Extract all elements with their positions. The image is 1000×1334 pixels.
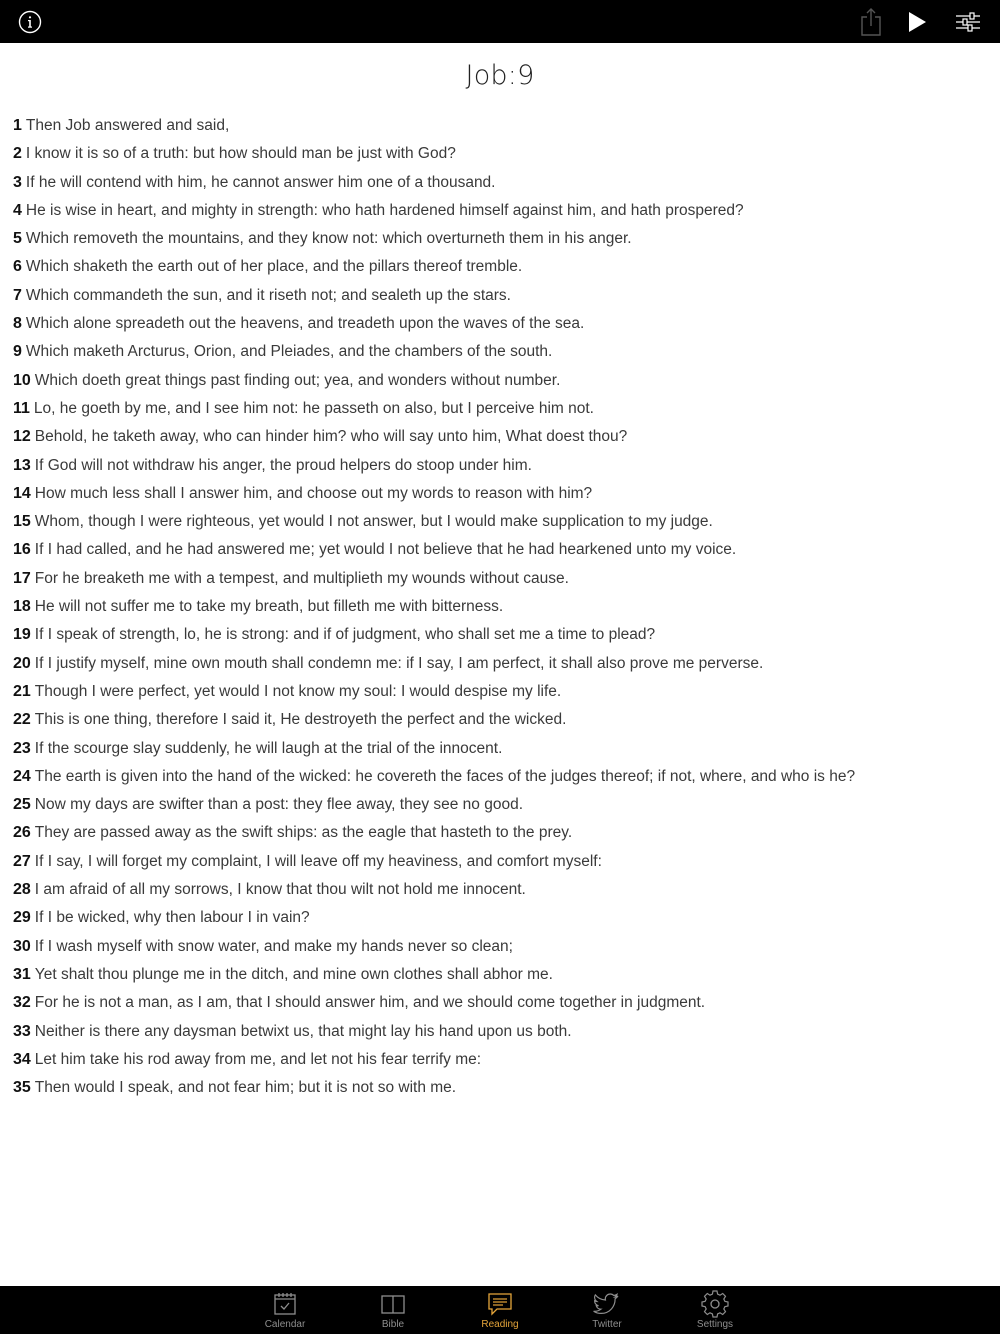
- verse-row[interactable]: [13, 423, 988, 451]
- tab-bible[interactable]: [353, 1286, 433, 1334]
- verse-number: 23: [13, 739, 31, 757]
- verse-number: 11: [13, 399, 30, 417]
- verse-list: [13, 112, 988, 1102]
- verse-number: 34: [13, 1050, 31, 1068]
- verse-row[interactable]: [13, 848, 988, 876]
- verse-text: Which alone spreadeth out the heavens, and treadeth upon the waves of the sea.: [25, 315, 585, 333]
- verse-row[interactable]: [13, 763, 988, 791]
- verse-number: 21: [13, 682, 31, 700]
- verse-number: 26: [13, 824, 31, 842]
- verse-row[interactable]: [13, 593, 988, 621]
- verse-row[interactable]: [13, 621, 988, 649]
- verse-row[interactable]: [13, 452, 988, 480]
- verse-text: They are passed away as the swift ships: as the eagle that hasteth to the prey.: [34, 824, 573, 842]
- verse-text: Which maketh Arcturus, Orion, and Pleiades, and the chambers of the south.: [25, 343, 553, 361]
- verse-number: 25: [13, 796, 31, 814]
- verse-text: If I be wicked, why then labour I in vain?: [34, 909, 310, 927]
- verse-row[interactable]: [13, 282, 988, 310]
- verse-text: If he will contend with him, he cannot answer him one of a thousand.: [25, 173, 496, 191]
- verse-text: If God will not withdraw his anger, the proud helpers do stoop under him.: [34, 456, 532, 474]
- verse-text: Whom, though I were righteous, yet would I not answer, but I would make supplication to my judge.: [34, 513, 713, 531]
- verse-row[interactable]: [13, 791, 988, 819]
- verse-row[interactable]: [13, 1074, 988, 1102]
- verse-text: For he breaketh me with a tempest, and multiplieth my wounds without cause.: [34, 569, 569, 587]
- verse-text: Which doeth great things past finding out; yea, and wonders without number.: [34, 371, 561, 389]
- verse-text: If I say, I will forget my complaint, I will leave off my heaviness, and comfort myself:: [34, 852, 602, 870]
- chapter-title: Job:9: [465, 60, 535, 91]
- verse-number: 15: [13, 513, 31, 531]
- verse-text: Neither is there any daysman betwixt us, that might lay his hand upon us both.: [34, 1022, 572, 1040]
- verse-row[interactable]: [13, 876, 988, 904]
- verse-row[interactable]: [13, 933, 988, 961]
- verse-number: 32: [13, 994, 31, 1012]
- gear-icon: [701, 1290, 729, 1318]
- verse-row[interactable]: [13, 310, 988, 338]
- verse-row[interactable]: [13, 1018, 988, 1046]
- verse-text: I am afraid of all my sorrows, I know that thou wilt not hold me innocent.: [34, 881, 526, 899]
- verse-number: 4: [13, 201, 22, 219]
- verse-number: 17: [13, 569, 31, 587]
- verse-row[interactable]: [13, 169, 988, 197]
- tab-calendar[interactable]: [245, 1286, 325, 1334]
- verse-number: 10: [13, 371, 31, 389]
- verse-row[interactable]: [13, 735, 988, 763]
- verse-number: 12: [13, 428, 31, 446]
- verse-text: Then Job answered and said,: [25, 117, 230, 134]
- verse-text: Behold, he taketh away, who can hinder him? who will say unto him, What doest thou?: [34, 428, 628, 446]
- verse-number: 2: [13, 145, 22, 163]
- verse-text: Let him take his rod away from me, and let not his fear terrify me:: [34, 1050, 482, 1068]
- verse-row[interactable]: [13, 112, 988, 140]
- verse-row[interactable]: [13, 253, 988, 281]
- bottom-tab-bar: [0, 1286, 1000, 1334]
- verse-row[interactable]: [13, 140, 988, 168]
- verse-number: 30: [13, 937, 31, 955]
- verse-text: If I speak of strength, lo, he is strong: and if of judgment, who shall set me a time to plead?: [34, 626, 656, 644]
- verse-row[interactable]: [13, 508, 988, 536]
- verse-row[interactable]: [13, 989, 988, 1017]
- tab-label: Settings: [696, 1319, 734, 1330]
- verse-number: 13: [13, 456, 31, 474]
- verse-number: 18: [13, 598, 31, 616]
- share-icon: [860, 7, 882, 37]
- info-circle-icon: [18, 10, 42, 34]
- verse-text: If I had called, and he had answered me; yet would I not believe that he had hearkened unto my voice.: [34, 541, 737, 559]
- play-button[interactable]: [898, 0, 936, 43]
- verse-text: I know it is so of a truth: but how should man be just with God?: [25, 145, 456, 163]
- verse-number: 9: [13, 343, 22, 361]
- verse-row[interactable]: [13, 225, 988, 253]
- verse-row[interactable]: [13, 904, 988, 932]
- tab-twitter[interactable]: [567, 1286, 647, 1334]
- display-settings-button[interactable]: [948, 0, 988, 43]
- verse-row[interactable]: [13, 480, 988, 508]
- verse-number: 28: [13, 881, 31, 899]
- verse-row[interactable]: [13, 565, 988, 593]
- verse-number: 24: [13, 767, 31, 785]
- verse-number: 19: [13, 626, 31, 644]
- share-button[interactable]: [852, 0, 890, 43]
- verse-text: He is wise in heart, and mighty in strength: who hath hardened himself against him, and hath prospered?: [25, 201, 744, 219]
- verse-text: Which commandeth the sun, and it riseth not; and sealeth up the stars.: [25, 286, 511, 304]
- tab-label: Bible: [381, 1319, 405, 1330]
- verse-text: If I wash myself with snow water, and make my hands never so clean;: [34, 937, 513, 955]
- top-toolbar: [0, 0, 1000, 43]
- verse-number: 5: [13, 230, 22, 248]
- verse-text: Yet shalt thou plunge me in the ditch, and mine own clothes shall abhor me.: [34, 965, 553, 983]
- verse-text: Now my days are swifter than a post: they flee away, they see no good.: [34, 796, 524, 814]
- tab-label: Calendar: [264, 1319, 306, 1330]
- verse-number: 14: [13, 484, 31, 502]
- tab-settings[interactable]: [675, 1286, 755, 1334]
- verse-text: If I justify myself, mine own mouth shall condemn me: if I say, I am perfect, it shall also prove me perverse.: [34, 654, 764, 672]
- info-button[interactable]: [12, 0, 48, 43]
- calendar-icon: [271, 1290, 299, 1318]
- tab-label: Reading: [481, 1319, 519, 1330]
- verse-text: He will not suffer me to take my breath, but filleth me with bitterness.: [34, 598, 504, 616]
- verse-number: 8: [13, 315, 22, 333]
- verse-text: The earth is given into the hand of the wicked: he covereth the faces of the judges thereof; if not, where, and who is he?: [34, 767, 856, 785]
- tab-label: Twitter: [592, 1319, 622, 1330]
- verse-number: 29: [13, 909, 31, 927]
- verse-row[interactable]: [13, 395, 988, 423]
- verse-number: 35: [13, 1079, 31, 1097]
- verse-row[interactable]: [13, 536, 988, 564]
- verse-row[interactable]: [13, 1046, 988, 1074]
- verse-row[interactable]: [13, 338, 988, 366]
- verse-row[interactable]: [13, 819, 988, 847]
- sliders-icon: [954, 11, 982, 33]
- verse-number: 7: [13, 286, 22, 304]
- verse-number: 33: [13, 1022, 31, 1040]
- verse-row[interactable]: [13, 678, 988, 706]
- verse-number: 20: [13, 654, 31, 672]
- verse-row[interactable]: [13, 706, 988, 734]
- verse-text: Which removeth the mountains, and they know not: which overturneth them in his anger.: [25, 230, 632, 248]
- verse-number: 31: [13, 965, 31, 983]
- verse-row[interactable]: [13, 197, 988, 225]
- verse-text: Which shaketh the earth out of her place, and the pillars thereof tremble.: [25, 258, 523, 276]
- verse-text: If the scourge slay suddenly, he will laugh at the trial of the innocent.: [34, 739, 503, 757]
- verse-number: 1: [13, 117, 22, 134]
- verse-text: For he is not a man, as I am, that I should answer him, and we should come together in judgment.: [34, 994, 706, 1012]
- verse-number: 22: [13, 711, 31, 729]
- verse-row[interactable]: [13, 650, 988, 678]
- verse-text: How much less shall I answer him, and choose out my words to reason with him?: [34, 484, 593, 502]
- twitter-bird-icon: [593, 1290, 621, 1318]
- verse-number: 16: [13, 541, 31, 559]
- verse-row[interactable]: [13, 367, 988, 395]
- book-icon: [379, 1290, 407, 1318]
- verse-text: Lo, he goeth by me, and I see him not: he passeth on also, but I perceive him not.: [33, 399, 594, 417]
- verse-number: 6: [13, 258, 22, 276]
- verse-text: Then would I speak, and not fear him; but it is not so with me.: [34, 1079, 457, 1097]
- verse-number: 3: [13, 173, 22, 191]
- verse-text: Though I were perfect, yet would I not know my soul: I would despise my life.: [34, 682, 562, 700]
- verse-number: 27: [13, 852, 31, 870]
- tab-reading[interactable]: [460, 1286, 540, 1334]
- verse-text: This is one thing, therefore I said it, He destroyeth the perfect and the wicked.: [34, 711, 567, 729]
- verse-row[interactable]: [13, 961, 988, 989]
- play-icon: [907, 11, 927, 33]
- chat-bubble-icon: [486, 1290, 514, 1318]
